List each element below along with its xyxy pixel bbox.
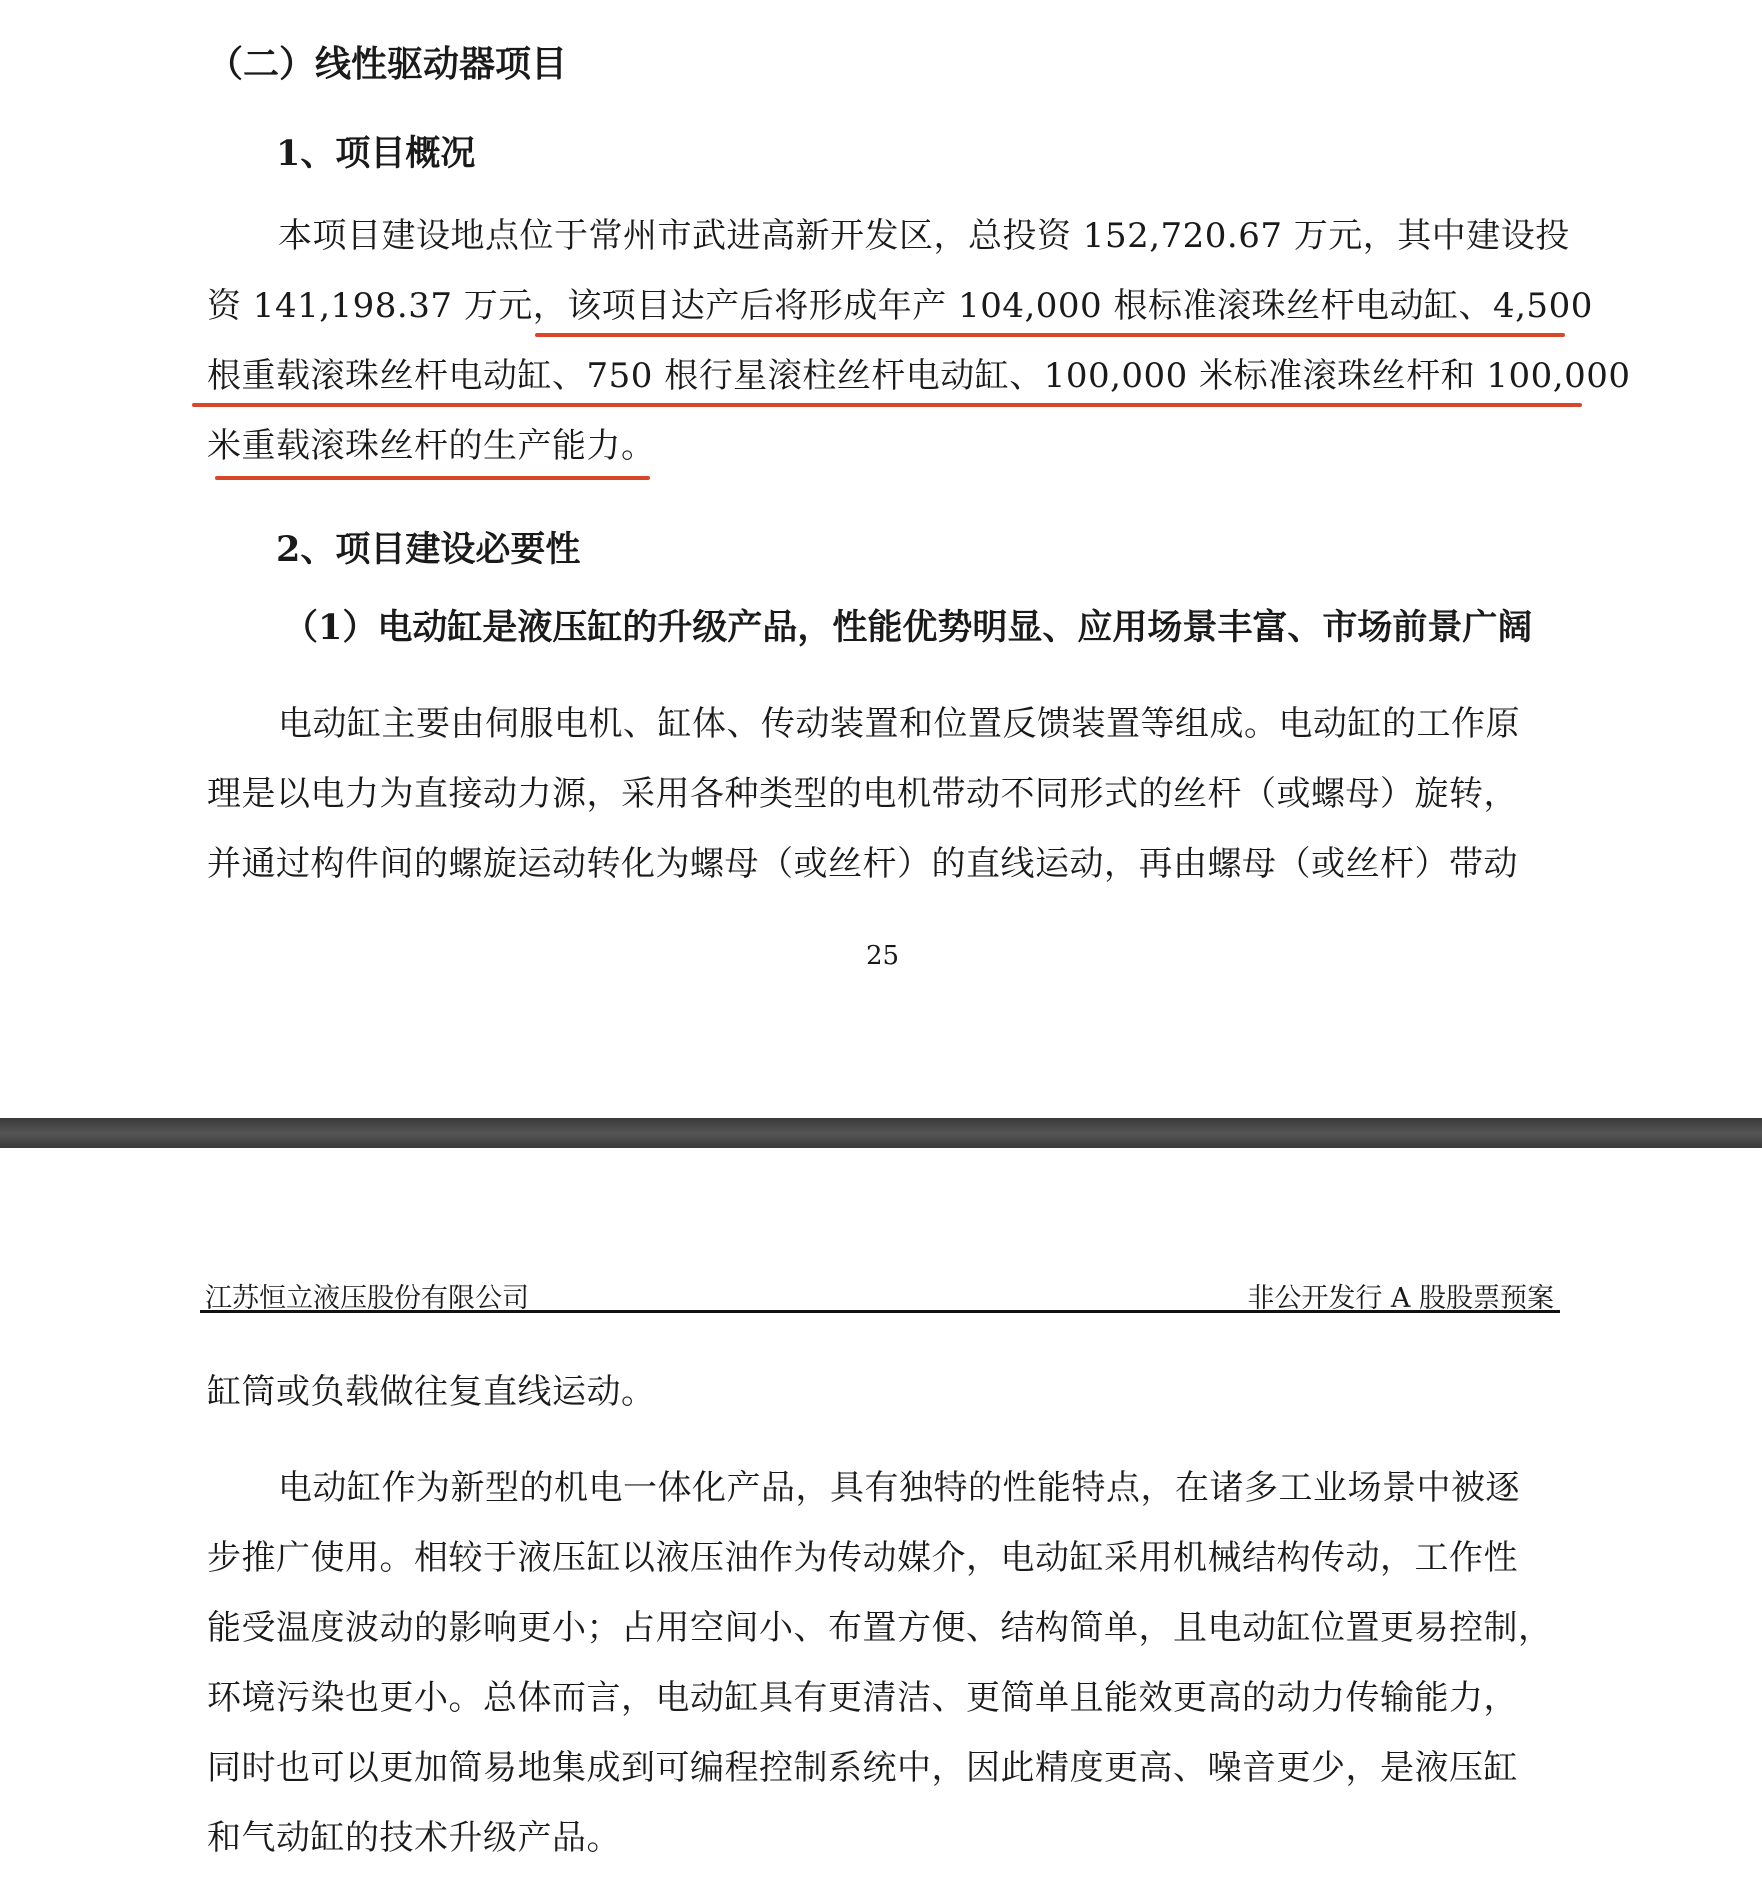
paragraph-line: 步推广使用。相较于液压缸以液压油作为传动媒介，电动缸采用机械结构传动，工作性	[207, 1538, 1518, 1578]
overview-line: 米重载滚珠丝杆的生产能力。	[207, 426, 656, 466]
point-title: （1）电动缸是液压缸的升级产品，性能优势明显、应用场景丰富、市场前景广阔	[283, 607, 1533, 648]
annotation-underline	[192, 403, 1582, 407]
principle-line: 并通过构件间的螺旋运动转化为螺母（或丝杆）的直线运动，再由螺母（或丝杆）带动	[207, 844, 1518, 884]
overview-line: 根重载滚珠丝杆电动缸、750 根行星滚柱丝杆电动缸、100,000 米标准滚珠丝杆和 100,000	[207, 356, 1631, 396]
paragraph-line: 电动缸作为新型的机电一体化产品，具有独特的性能特点，在诸多工业场景中被逐	[278, 1468, 1520, 1508]
annotation-underline	[535, 333, 1565, 337]
header-company: 江苏恒立液压股份有限公司	[205, 1283, 529, 1314]
paragraph-line: 能受温度波动的影响更小；占用空间小、布置方便、结构简单，且电动缸位置更易控制，	[207, 1608, 1553, 1648]
principle-line: 电动缸主要由伺服电机、缸体、传动装置和位置反馈装置等组成。电动缸的工作原	[278, 704, 1520, 744]
overview-line: 资 141,198.37 万元，该项目达产后将形成年产 104,000 根标准滚珠丝杆电动缸、4,500	[207, 286, 1593, 326]
paragraph-line: 和气动缸的技术升级产品。	[207, 1818, 621, 1858]
header-document-title: 非公开发行 A 股股票预案	[1247, 1283, 1554, 1314]
paragraph-line: 环境污染也更小。总体而言，电动缸具有更清洁、更简单且能效更高的动力传输能力，	[207, 1678, 1518, 1718]
header-rule	[200, 1310, 1560, 1313]
continued-line: 缸筒或负载做往复直线运动。	[207, 1372, 656, 1412]
subsection-title-necessity: 2、项目建设必要性	[276, 529, 581, 570]
principle-line: 理是以电力为直接动力源，采用各种类型的电机带动不同形式的丝杆（或螺母）旋转，	[207, 774, 1518, 814]
page-number: 25	[866, 941, 900, 971]
subsection-title-overview: 1、项目概况	[276, 133, 476, 174]
section-title: （二）线性驱动器项目	[207, 43, 568, 85]
paragraph-line: 同时也可以更加简易地集成到可编程控制系统中，因此精度更高、噪音更少，是液压缸	[207, 1748, 1518, 1788]
page-divider	[0, 1118, 1762, 1148]
overview-line: 本项目建设地点位于常州市武进高新开发区，总投资 152,720.67 万元，其中建设投	[278, 216, 1570, 256]
annotation-underline	[215, 476, 650, 480]
